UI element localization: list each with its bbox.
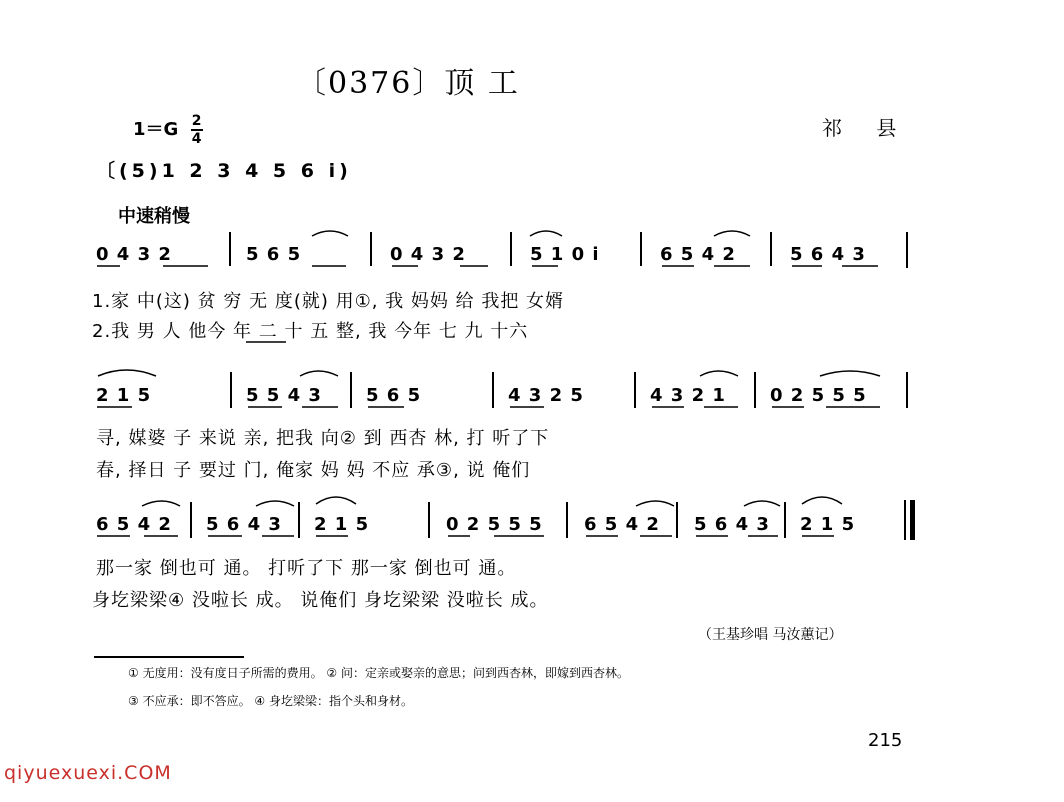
- measure-notes: 5 1 0 i: [530, 244, 600, 265]
- place-label: 祁 县: [822, 116, 911, 140]
- lyric-verse-2: 2.我 男 人 他今 年 二 十 五 整, 我 今年 七 九 十六: [92, 321, 529, 342]
- song-title: 〔0376〕顶 工: [296, 66, 520, 101]
- measure-notes: 0 2 5 5 5: [446, 514, 543, 535]
- lyric-verse-1: 1.家 中(这) 贫 穷 无 度(就) 用①, 我 妈妈 给 我把 女婿: [92, 291, 565, 312]
- measure-notes: 6 5 4 2: [660, 244, 736, 265]
- footnote-rule: [94, 656, 244, 658]
- time-sig-bottom: 4: [191, 131, 202, 147]
- measure-notes: 4 3 2 5: [508, 385, 584, 406]
- measure-notes: 4 3 2 1: [650, 385, 726, 406]
- measure-notes: 0 2 5 5 5: [770, 385, 867, 406]
- measure-notes: 2 1 5: [314, 514, 370, 535]
- measure-notes: 6 5 4 2: [96, 514, 172, 535]
- measure-notes: 5 6 4 3: [206, 514, 282, 535]
- measure-notes: 5 6 4 3: [694, 514, 770, 535]
- lyric-verse-1: 那一家 倒也可 通。 打听了下 那一家 倒也可 通。: [96, 558, 517, 579]
- key-label: 1＝G: [133, 119, 179, 140]
- tempo-marking: 中速稍慢: [118, 206, 190, 227]
- measure-notes: 0 4 3 2: [96, 244, 172, 265]
- intro-notation: 〔(5)1 2 3 4 5 6 i): [96, 160, 352, 182]
- lyric-verse-2: 身圪梁梁④ 没啦长 成。 说俺们 身圪梁梁 没啦长 成。: [92, 590, 549, 611]
- watermark: qiyuexuexi.COM: [4, 762, 172, 784]
- measure-notes: 2 1 5: [800, 514, 856, 535]
- measure-notes: 5 5 4 3: [246, 385, 322, 406]
- measure-notes: 5 6 4 3: [790, 244, 866, 265]
- page-number: 215: [868, 730, 903, 751]
- footnote-line-2: ③ 不应承：即不答应。 ④ 身圪梁梁：指个头和身材。: [128, 694, 413, 708]
- lyric-verse-2: 春, 择日 子 要过 门, 俺家 妈 妈 不应 承③, 说 俺们: [96, 460, 531, 481]
- time-sig-top: 2: [191, 113, 202, 129]
- measure-notes: 5 6 5: [366, 385, 422, 406]
- footnote-line-1: ① 无度用：没有度日子所需的费用。 ② 问：定亲或娶亲的意思；问到西杏林，即嫁到西杏林。: [128, 666, 629, 680]
- credit-line: （王基珍唱 马汝蕙记）: [698, 627, 843, 643]
- measure-notes: 6 5 4 2: [584, 514, 660, 535]
- measure-notes: 2 1 5: [96, 385, 152, 406]
- measure-notes: 0 4 3 2: [390, 244, 466, 265]
- lyric-verse-1: 寻, 媒婆 子 来说 亲, 把我 向② 到 西杏 林, 打 听了下: [96, 428, 550, 449]
- measure-notes: 5 6 5: [246, 244, 302, 265]
